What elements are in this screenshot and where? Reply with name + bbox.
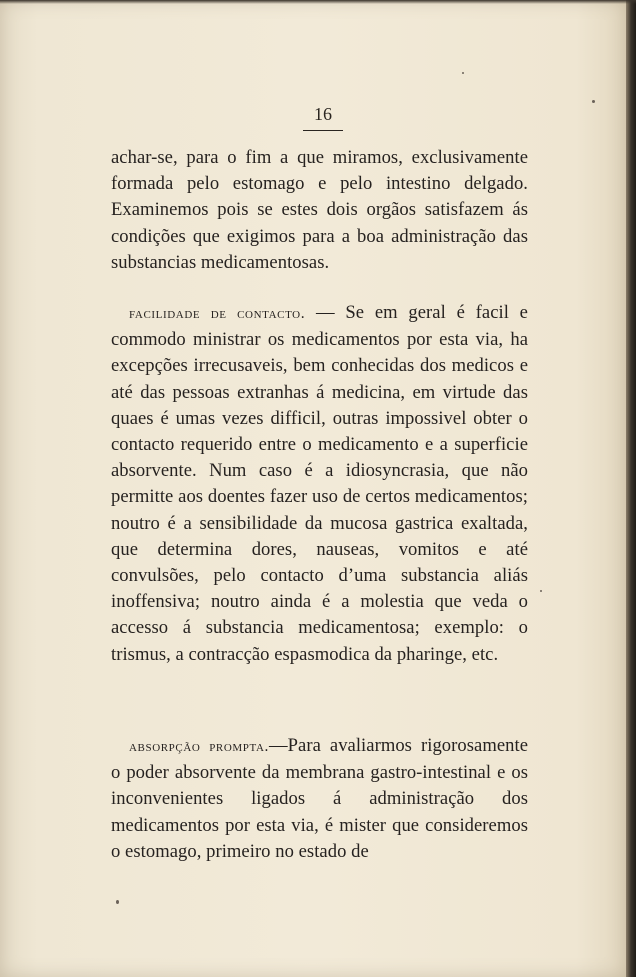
paragraph-facilidade-de-contacto bbox=[111, 300, 528, 668]
book-top-edge bbox=[0, 0, 636, 4]
section-heading-facilidade: facilidade de contacto. bbox=[129, 305, 306, 322]
page-number: 16 bbox=[303, 104, 343, 131]
paper-speck bbox=[540, 590, 542, 592]
paper-speck bbox=[462, 72, 464, 74]
section-heading-absorpcao: absorpção prompta. bbox=[129, 738, 269, 755]
paragraph-1: achar-se, para o fim a que miramos, exclusivamente formada pelo estomago e pelo intestino delgado. Examinemos pois se estes dois orgãos satisfazem ás condições que exigimos para a boa administração das substancias medicamentosas. bbox=[111, 147, 528, 273]
paragraph-3-body: —Para avaliarmos rigorosamente o poder absorvente da membrana gastro-intestinal e os inconvenientes ligados á administração dos medicamentos por esta via, é mister que consideremos o estomago, primeiro no estado de bbox=[111, 735, 528, 862]
paragraph-2-body: — Se em geral é facil e commodo ministrar os medicamentos por esta via, ha excepções irrecusaveis, bem conhecidas dos medicos e até das pessoas extranhas á medicina, em virtude das quaes é umas vezes difficil, outras impossivel obter o contacto requerido entre o medicamento e a superficie absorvente. Num caso é a idiosyncrasia, que não permitte aos doentes fazer uso de certos medicamentos; noutro é a sensibilidade da mucosa gastrica exaltada, que determina dores, nauseas, vomitos e até convulsões, pelo contacto d’uma substancia aliás inoffensiva; noutro ainda é a molestia que veda o accesso á substancia medicamentosa; exemplo: o trismus, a contracção espasmodica da pharinge, etc. bbox=[111, 302, 528, 665]
paper-speck bbox=[592, 100, 595, 103]
paragraph-absorpcao-prompta bbox=[111, 733, 528, 865]
paper-speck bbox=[116, 900, 119, 904]
book-spine-edge bbox=[626, 0, 636, 977]
